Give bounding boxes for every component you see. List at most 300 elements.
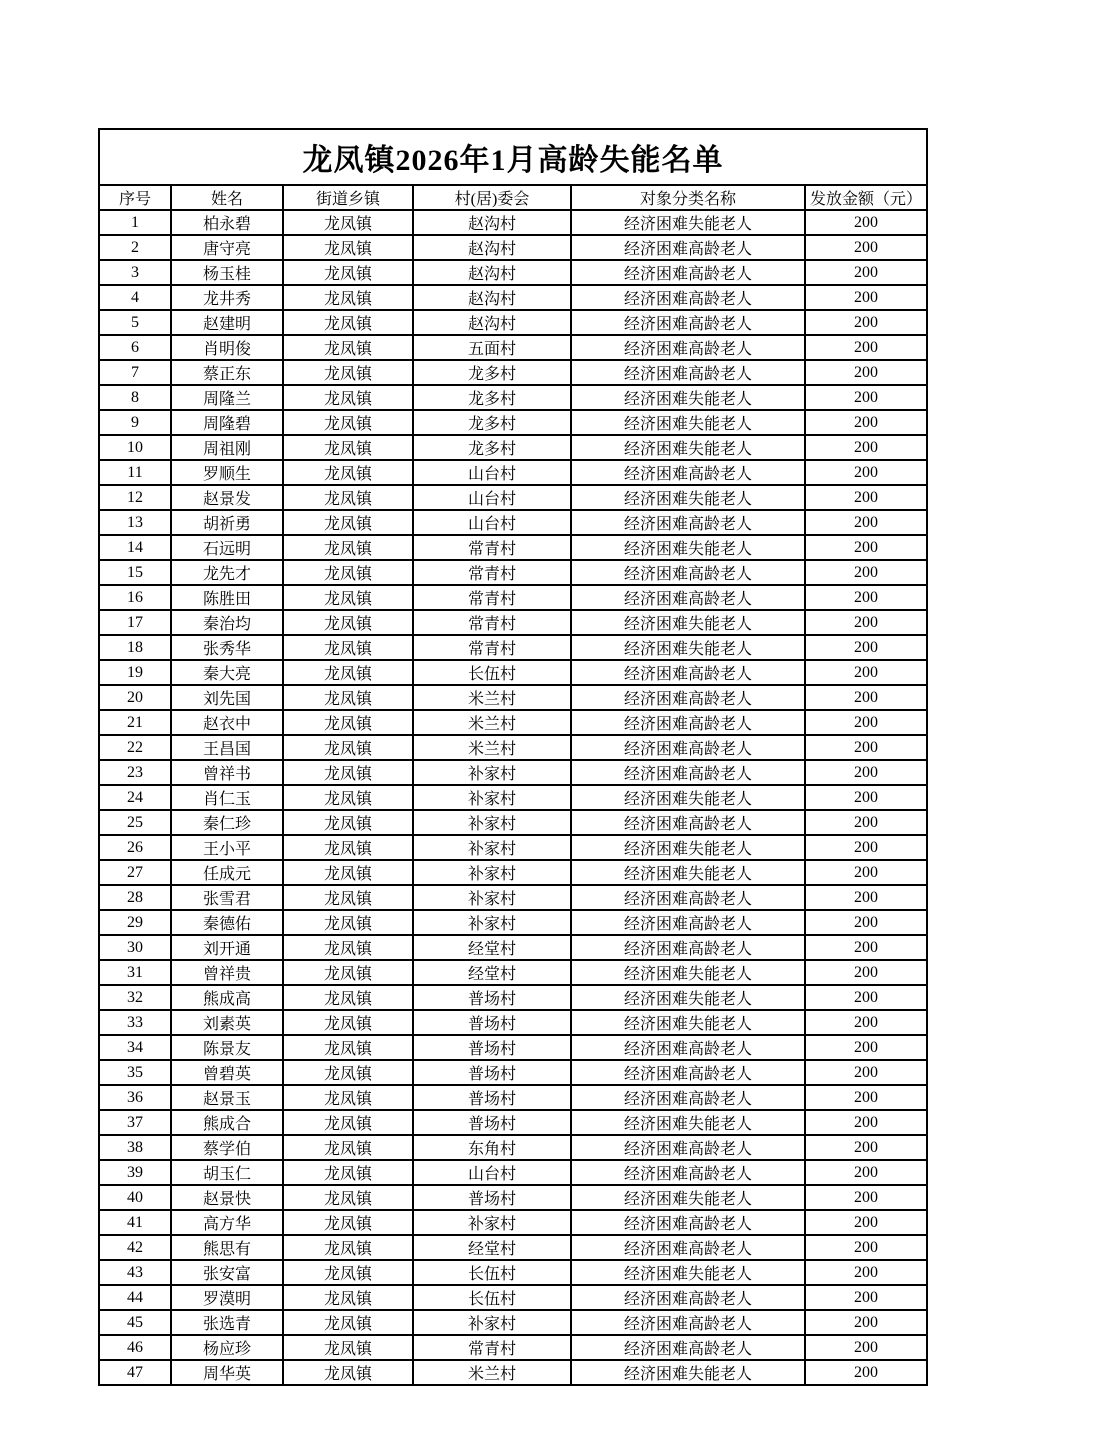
seq-cell: 14 bbox=[99, 535, 171, 560]
seq-cell: 39 bbox=[99, 1160, 171, 1185]
amount-cell: 200 bbox=[805, 460, 927, 485]
name-cell: 王昌国 bbox=[171, 735, 283, 760]
name-cell: 罗顺生 bbox=[171, 460, 283, 485]
column-header-amount: 发放金额（元） bbox=[805, 185, 927, 210]
seq-cell: 47 bbox=[99, 1360, 171, 1385]
amount-cell: 200 bbox=[805, 685, 927, 710]
category-cell: 经济困难失能老人 bbox=[571, 1260, 805, 1285]
table-row bbox=[99, 1285, 927, 1310]
table-row bbox=[99, 1135, 927, 1160]
table-row bbox=[99, 235, 927, 260]
table-row bbox=[99, 385, 927, 410]
category-cell: 经济困难失能老人 bbox=[571, 1110, 805, 1135]
amount-cell: 200 bbox=[805, 810, 927, 835]
village-cell: 赵沟村 bbox=[413, 310, 571, 335]
village-cell: 普场村 bbox=[413, 1185, 571, 1210]
seq-cell: 2 bbox=[99, 235, 171, 260]
seq-cell: 7 bbox=[99, 360, 171, 385]
table-row bbox=[99, 485, 927, 510]
seq-cell: 25 bbox=[99, 810, 171, 835]
name-cell: 胡玉仁 bbox=[171, 1160, 283, 1185]
name-cell: 张雪君 bbox=[171, 885, 283, 910]
table-row bbox=[99, 735, 927, 760]
town-cell: 龙凤镇 bbox=[283, 260, 413, 285]
town-cell: 龙凤镇 bbox=[283, 1160, 413, 1185]
table-row bbox=[99, 1360, 927, 1385]
village-cell: 赵沟村 bbox=[413, 210, 571, 235]
town-cell: 龙凤镇 bbox=[283, 335, 413, 360]
name-cell: 任成元 bbox=[171, 860, 283, 885]
amount-cell: 200 bbox=[805, 235, 927, 260]
column-header-category: 对象分类名称 bbox=[571, 185, 805, 210]
village-cell: 赵沟村 bbox=[413, 235, 571, 260]
seq-cell: 44 bbox=[99, 1285, 171, 1310]
category-cell: 经济困难高龄老人 bbox=[571, 510, 805, 535]
amount-cell: 200 bbox=[805, 710, 927, 735]
village-cell: 补家村 bbox=[413, 760, 571, 785]
name-cell: 唐守亮 bbox=[171, 235, 283, 260]
page-title: 龙凤镇2026年1月高龄失能名单 bbox=[99, 129, 927, 185]
name-cell: 蔡学伯 bbox=[171, 1135, 283, 1160]
roster-table bbox=[98, 128, 928, 1386]
village-cell: 普场村 bbox=[413, 1060, 571, 1085]
seq-cell: 31 bbox=[99, 960, 171, 985]
amount-cell: 200 bbox=[805, 310, 927, 335]
seq-cell: 46 bbox=[99, 1335, 171, 1360]
seq-cell: 11 bbox=[99, 460, 171, 485]
table-row bbox=[99, 760, 927, 785]
amount-cell: 200 bbox=[805, 485, 927, 510]
village-cell: 补家村 bbox=[413, 810, 571, 835]
town-cell: 龙凤镇 bbox=[283, 1010, 413, 1035]
seq-cell: 4 bbox=[99, 285, 171, 310]
village-cell: 长伍村 bbox=[413, 1285, 571, 1310]
table-row bbox=[99, 1010, 927, 1035]
category-cell: 经济困难失能老人 bbox=[571, 535, 805, 560]
village-cell: 山台村 bbox=[413, 460, 571, 485]
village-cell: 常青村 bbox=[413, 585, 571, 610]
table-row bbox=[99, 310, 927, 335]
seq-cell: 26 bbox=[99, 835, 171, 860]
amount-cell: 200 bbox=[805, 210, 927, 235]
amount-cell: 200 bbox=[805, 1235, 927, 1260]
town-cell: 龙凤镇 bbox=[283, 385, 413, 410]
seq-cell: 28 bbox=[99, 885, 171, 910]
village-cell: 经堂村 bbox=[413, 1235, 571, 1260]
town-cell: 龙凤镇 bbox=[283, 560, 413, 585]
name-cell: 曾祥贵 bbox=[171, 960, 283, 985]
category-cell: 经济困难高龄老人 bbox=[571, 760, 805, 785]
seq-cell: 10 bbox=[99, 435, 171, 460]
category-cell: 经济困难失能老人 bbox=[571, 1185, 805, 1210]
town-cell: 龙凤镇 bbox=[283, 635, 413, 660]
category-cell: 经济困难高龄老人 bbox=[571, 685, 805, 710]
village-cell: 米兰村 bbox=[413, 735, 571, 760]
table-row bbox=[99, 285, 927, 310]
name-cell: 高方华 bbox=[171, 1210, 283, 1235]
amount-cell: 200 bbox=[805, 1160, 927, 1185]
table-row bbox=[99, 635, 927, 660]
table-row bbox=[99, 1310, 927, 1335]
table-row bbox=[99, 885, 927, 910]
name-cell: 周隆碧 bbox=[171, 410, 283, 435]
village-cell: 赵沟村 bbox=[413, 260, 571, 285]
amount-cell: 200 bbox=[805, 910, 927, 935]
town-cell: 龙凤镇 bbox=[283, 1085, 413, 1110]
name-cell: 肖明俊 bbox=[171, 335, 283, 360]
town-cell: 龙凤镇 bbox=[283, 1185, 413, 1210]
village-cell: 经堂村 bbox=[413, 960, 571, 985]
name-cell: 赵景发 bbox=[171, 485, 283, 510]
town-cell: 龙凤镇 bbox=[283, 485, 413, 510]
seq-cell: 6 bbox=[99, 335, 171, 360]
amount-cell: 200 bbox=[805, 260, 927, 285]
amount-cell: 200 bbox=[805, 360, 927, 385]
seq-cell: 35 bbox=[99, 1060, 171, 1085]
town-cell: 龙凤镇 bbox=[283, 1260, 413, 1285]
category-cell: 经济困难高龄老人 bbox=[571, 910, 805, 935]
category-cell: 经济困难失能老人 bbox=[571, 635, 805, 660]
town-cell: 龙凤镇 bbox=[283, 710, 413, 735]
category-cell: 经济困难失能老人 bbox=[571, 785, 805, 810]
village-cell: 五面村 bbox=[413, 335, 571, 360]
village-cell: 米兰村 bbox=[413, 1360, 571, 1385]
village-cell: 普场村 bbox=[413, 985, 571, 1010]
seq-cell: 42 bbox=[99, 1235, 171, 1260]
category-cell: 经济困难失能老人 bbox=[571, 410, 805, 435]
table-row bbox=[99, 710, 927, 735]
village-cell: 常青村 bbox=[413, 635, 571, 660]
table-row bbox=[99, 860, 927, 885]
category-cell: 经济困难高龄老人 bbox=[571, 1085, 805, 1110]
table-row bbox=[99, 810, 927, 835]
town-cell: 龙凤镇 bbox=[283, 885, 413, 910]
category-cell: 经济困难高龄老人 bbox=[571, 335, 805, 360]
village-cell: 东角村 bbox=[413, 1135, 571, 1160]
table-body bbox=[99, 210, 927, 1385]
town-cell: 龙凤镇 bbox=[283, 935, 413, 960]
amount-cell: 200 bbox=[805, 860, 927, 885]
table-row bbox=[99, 685, 927, 710]
name-cell: 秦大亮 bbox=[171, 660, 283, 685]
category-cell: 经济困难高龄老人 bbox=[571, 1135, 805, 1160]
village-cell: 经堂村 bbox=[413, 935, 571, 960]
category-cell: 经济困难高龄老人 bbox=[571, 1035, 805, 1060]
table-row bbox=[99, 560, 927, 585]
table-row bbox=[99, 1185, 927, 1210]
village-cell: 普场村 bbox=[413, 1035, 571, 1060]
name-cell: 曾祥书 bbox=[171, 760, 283, 785]
table-row bbox=[99, 1210, 927, 1235]
town-cell: 龙凤镇 bbox=[283, 735, 413, 760]
village-cell: 常青村 bbox=[413, 1335, 571, 1360]
name-cell: 熊成合 bbox=[171, 1110, 283, 1135]
amount-cell: 200 bbox=[805, 385, 927, 410]
table-row bbox=[99, 835, 927, 860]
category-cell: 经济困难高龄老人 bbox=[571, 585, 805, 610]
town-cell: 龙凤镇 bbox=[283, 610, 413, 635]
table-title-row bbox=[99, 129, 927, 185]
amount-cell: 200 bbox=[805, 635, 927, 660]
town-cell: 龙凤镇 bbox=[283, 1360, 413, 1385]
village-cell: 赵沟村 bbox=[413, 285, 571, 310]
seq-cell: 27 bbox=[99, 860, 171, 885]
table-row bbox=[99, 1085, 927, 1110]
village-cell: 长伍村 bbox=[413, 660, 571, 685]
seq-cell: 30 bbox=[99, 935, 171, 960]
category-cell: 经济困难高龄老人 bbox=[571, 235, 805, 260]
town-cell: 龙凤镇 bbox=[283, 410, 413, 435]
table-row bbox=[99, 410, 927, 435]
village-cell: 山台村 bbox=[413, 510, 571, 535]
category-cell: 经济困难失能老人 bbox=[571, 985, 805, 1010]
name-cell: 蔡正东 bbox=[171, 360, 283, 385]
town-cell: 龙凤镇 bbox=[283, 1335, 413, 1360]
category-cell: 经济困难高龄老人 bbox=[571, 310, 805, 335]
town-cell: 龙凤镇 bbox=[283, 810, 413, 835]
name-cell: 张选青 bbox=[171, 1310, 283, 1335]
amount-cell: 200 bbox=[805, 285, 927, 310]
amount-cell: 200 bbox=[805, 1360, 927, 1385]
name-cell: 龙井秀 bbox=[171, 285, 283, 310]
name-cell: 赵景玉 bbox=[171, 1085, 283, 1110]
village-cell: 常青村 bbox=[413, 560, 571, 585]
amount-cell: 200 bbox=[805, 935, 927, 960]
seq-cell: 8 bbox=[99, 385, 171, 410]
town-cell: 龙凤镇 bbox=[283, 760, 413, 785]
table-row bbox=[99, 335, 927, 360]
amount-cell: 200 bbox=[805, 1335, 927, 1360]
table-row bbox=[99, 935, 927, 960]
town-cell: 龙凤镇 bbox=[283, 785, 413, 810]
town-cell: 龙凤镇 bbox=[283, 1310, 413, 1335]
amount-cell: 200 bbox=[805, 435, 927, 460]
name-cell: 石远明 bbox=[171, 535, 283, 560]
table-row bbox=[99, 510, 927, 535]
name-cell: 秦德佑 bbox=[171, 910, 283, 935]
amount-cell: 200 bbox=[805, 1285, 927, 1310]
table-row bbox=[99, 1035, 927, 1060]
amount-cell: 200 bbox=[805, 535, 927, 560]
village-cell: 米兰村 bbox=[413, 710, 571, 735]
name-cell: 刘素英 bbox=[171, 1010, 283, 1035]
name-cell: 秦仁珍 bbox=[171, 810, 283, 835]
category-cell: 经济困难失能老人 bbox=[571, 1010, 805, 1035]
seq-cell: 18 bbox=[99, 635, 171, 660]
category-cell: 经济困难高龄老人 bbox=[571, 460, 805, 485]
seq-cell: 41 bbox=[99, 1210, 171, 1235]
category-cell: 经济困难高龄老人 bbox=[571, 285, 805, 310]
table-row bbox=[99, 910, 927, 935]
name-cell: 熊成高 bbox=[171, 985, 283, 1010]
table-row bbox=[99, 785, 927, 810]
seq-cell: 29 bbox=[99, 910, 171, 935]
name-cell: 张安富 bbox=[171, 1260, 283, 1285]
amount-cell: 200 bbox=[805, 1185, 927, 1210]
name-cell: 杨应珍 bbox=[171, 1335, 283, 1360]
name-cell: 熊思有 bbox=[171, 1235, 283, 1260]
town-cell: 龙凤镇 bbox=[283, 985, 413, 1010]
table-row bbox=[99, 260, 927, 285]
name-cell: 王小平 bbox=[171, 835, 283, 860]
amount-cell: 200 bbox=[805, 835, 927, 860]
name-cell: 秦治均 bbox=[171, 610, 283, 635]
table-row bbox=[99, 660, 927, 685]
name-cell: 胡祈勇 bbox=[171, 510, 283, 535]
category-cell: 经济困难高龄老人 bbox=[571, 1060, 805, 1085]
category-cell: 经济困难失能老人 bbox=[571, 210, 805, 235]
category-cell: 经济困难失能老人 bbox=[571, 860, 805, 885]
amount-cell: 200 bbox=[805, 1060, 927, 1085]
category-cell: 经济困难高龄老人 bbox=[571, 660, 805, 685]
table-header-row bbox=[99, 185, 927, 210]
column-header-village: 村(居)委会 bbox=[413, 185, 571, 210]
seq-cell: 43 bbox=[99, 1260, 171, 1285]
village-cell: 补家村 bbox=[413, 1310, 571, 1335]
table-row bbox=[99, 610, 927, 635]
village-cell: 龙多村 bbox=[413, 410, 571, 435]
seq-cell: 13 bbox=[99, 510, 171, 535]
village-cell: 龙多村 bbox=[413, 360, 571, 385]
town-cell: 龙凤镇 bbox=[283, 310, 413, 335]
town-cell: 龙凤镇 bbox=[283, 585, 413, 610]
seq-cell: 24 bbox=[99, 785, 171, 810]
name-cell: 陈景友 bbox=[171, 1035, 283, 1060]
column-header-seq: 序号 bbox=[99, 185, 171, 210]
name-cell: 杨玉桂 bbox=[171, 260, 283, 285]
category-cell: 经济困难高龄老人 bbox=[571, 1210, 805, 1235]
table-row bbox=[99, 985, 927, 1010]
village-cell: 常青村 bbox=[413, 610, 571, 635]
table-row bbox=[99, 1060, 927, 1085]
village-cell: 补家村 bbox=[413, 885, 571, 910]
seq-cell: 23 bbox=[99, 760, 171, 785]
amount-cell: 200 bbox=[805, 1085, 927, 1110]
name-cell: 龙先才 bbox=[171, 560, 283, 585]
table-row bbox=[99, 1260, 927, 1285]
category-cell: 经济困难失能老人 bbox=[571, 485, 805, 510]
seq-cell: 20 bbox=[99, 685, 171, 710]
amount-cell: 200 bbox=[805, 985, 927, 1010]
town-cell: 龙凤镇 bbox=[283, 660, 413, 685]
seq-cell: 17 bbox=[99, 610, 171, 635]
seq-cell: 32 bbox=[99, 985, 171, 1010]
town-cell: 龙凤镇 bbox=[283, 460, 413, 485]
seq-cell: 15 bbox=[99, 560, 171, 585]
amount-cell: 200 bbox=[805, 410, 927, 435]
town-cell: 龙凤镇 bbox=[283, 1110, 413, 1135]
seq-cell: 19 bbox=[99, 660, 171, 685]
amount-cell: 200 bbox=[805, 1260, 927, 1285]
amount-cell: 200 bbox=[805, 335, 927, 360]
category-cell: 经济困难高龄老人 bbox=[571, 1285, 805, 1310]
seq-cell: 33 bbox=[99, 1010, 171, 1035]
category-cell: 经济困难失能老人 bbox=[571, 610, 805, 635]
town-cell: 龙凤镇 bbox=[283, 1235, 413, 1260]
seq-cell: 3 bbox=[99, 260, 171, 285]
town-cell: 龙凤镇 bbox=[283, 860, 413, 885]
town-cell: 龙凤镇 bbox=[283, 1135, 413, 1160]
seq-cell: 36 bbox=[99, 1085, 171, 1110]
category-cell: 经济困难高龄老人 bbox=[571, 560, 805, 585]
category-cell: 经济困难高龄老人 bbox=[571, 885, 805, 910]
seq-cell: 12 bbox=[99, 485, 171, 510]
table-row bbox=[99, 435, 927, 460]
village-cell: 补家村 bbox=[413, 860, 571, 885]
seq-cell: 5 bbox=[99, 310, 171, 335]
name-cell: 刘先国 bbox=[171, 685, 283, 710]
seq-cell: 37 bbox=[99, 1110, 171, 1135]
name-cell: 赵景快 bbox=[171, 1185, 283, 1210]
village-cell: 补家村 bbox=[413, 785, 571, 810]
name-cell: 陈胜田 bbox=[171, 585, 283, 610]
category-cell: 经济困难失能老人 bbox=[571, 435, 805, 460]
town-cell: 龙凤镇 bbox=[283, 960, 413, 985]
name-cell: 周祖刚 bbox=[171, 435, 283, 460]
town-cell: 龙凤镇 bbox=[283, 235, 413, 260]
category-cell: 经济困难高龄老人 bbox=[571, 1235, 805, 1260]
amount-cell: 200 bbox=[805, 735, 927, 760]
amount-cell: 200 bbox=[805, 1210, 927, 1235]
column-header-town: 街道乡镇 bbox=[283, 185, 413, 210]
table-row bbox=[99, 1335, 927, 1360]
name-cell: 曾碧英 bbox=[171, 1060, 283, 1085]
town-cell: 龙凤镇 bbox=[283, 1035, 413, 1060]
seq-cell: 34 bbox=[99, 1035, 171, 1060]
village-cell: 补家村 bbox=[413, 835, 571, 860]
table-row bbox=[99, 960, 927, 985]
name-cell: 周华英 bbox=[171, 1360, 283, 1385]
village-cell: 山台村 bbox=[413, 1160, 571, 1185]
table-row bbox=[99, 1235, 927, 1260]
amount-cell: 200 bbox=[805, 760, 927, 785]
seq-cell: 21 bbox=[99, 710, 171, 735]
table-row bbox=[99, 585, 927, 610]
category-cell: 经济困难失能老人 bbox=[571, 385, 805, 410]
seq-cell: 38 bbox=[99, 1135, 171, 1160]
town-cell: 龙凤镇 bbox=[283, 835, 413, 860]
seq-cell: 22 bbox=[99, 735, 171, 760]
column-header-name: 姓名 bbox=[171, 185, 283, 210]
town-cell: 龙凤镇 bbox=[283, 360, 413, 385]
amount-cell: 200 bbox=[805, 1035, 927, 1060]
category-cell: 经济困难高龄老人 bbox=[571, 935, 805, 960]
seq-cell: 9 bbox=[99, 410, 171, 435]
name-cell: 赵建明 bbox=[171, 310, 283, 335]
table-row bbox=[99, 1110, 927, 1135]
amount-cell: 200 bbox=[805, 660, 927, 685]
table-row bbox=[99, 210, 927, 235]
category-cell: 经济困难高龄老人 bbox=[571, 1335, 805, 1360]
name-cell: 赵衣中 bbox=[171, 710, 283, 735]
seq-cell: 45 bbox=[99, 1310, 171, 1335]
table-row bbox=[99, 535, 927, 560]
category-cell: 经济困难高龄老人 bbox=[571, 260, 805, 285]
seq-cell: 16 bbox=[99, 585, 171, 610]
amount-cell: 200 bbox=[805, 1310, 927, 1335]
name-cell: 罗漠明 bbox=[171, 1285, 283, 1310]
amount-cell: 200 bbox=[805, 610, 927, 635]
amount-cell: 200 bbox=[805, 1010, 927, 1035]
village-cell: 补家村 bbox=[413, 1210, 571, 1235]
village-cell: 米兰村 bbox=[413, 685, 571, 710]
category-cell: 经济困难高龄老人 bbox=[571, 360, 805, 385]
category-cell: 经济困难失能老人 bbox=[571, 835, 805, 860]
village-cell: 龙多村 bbox=[413, 435, 571, 460]
village-cell: 山台村 bbox=[413, 485, 571, 510]
category-cell: 经济困难高龄老人 bbox=[571, 1310, 805, 1335]
category-cell: 经济困难失能老人 bbox=[571, 1360, 805, 1385]
